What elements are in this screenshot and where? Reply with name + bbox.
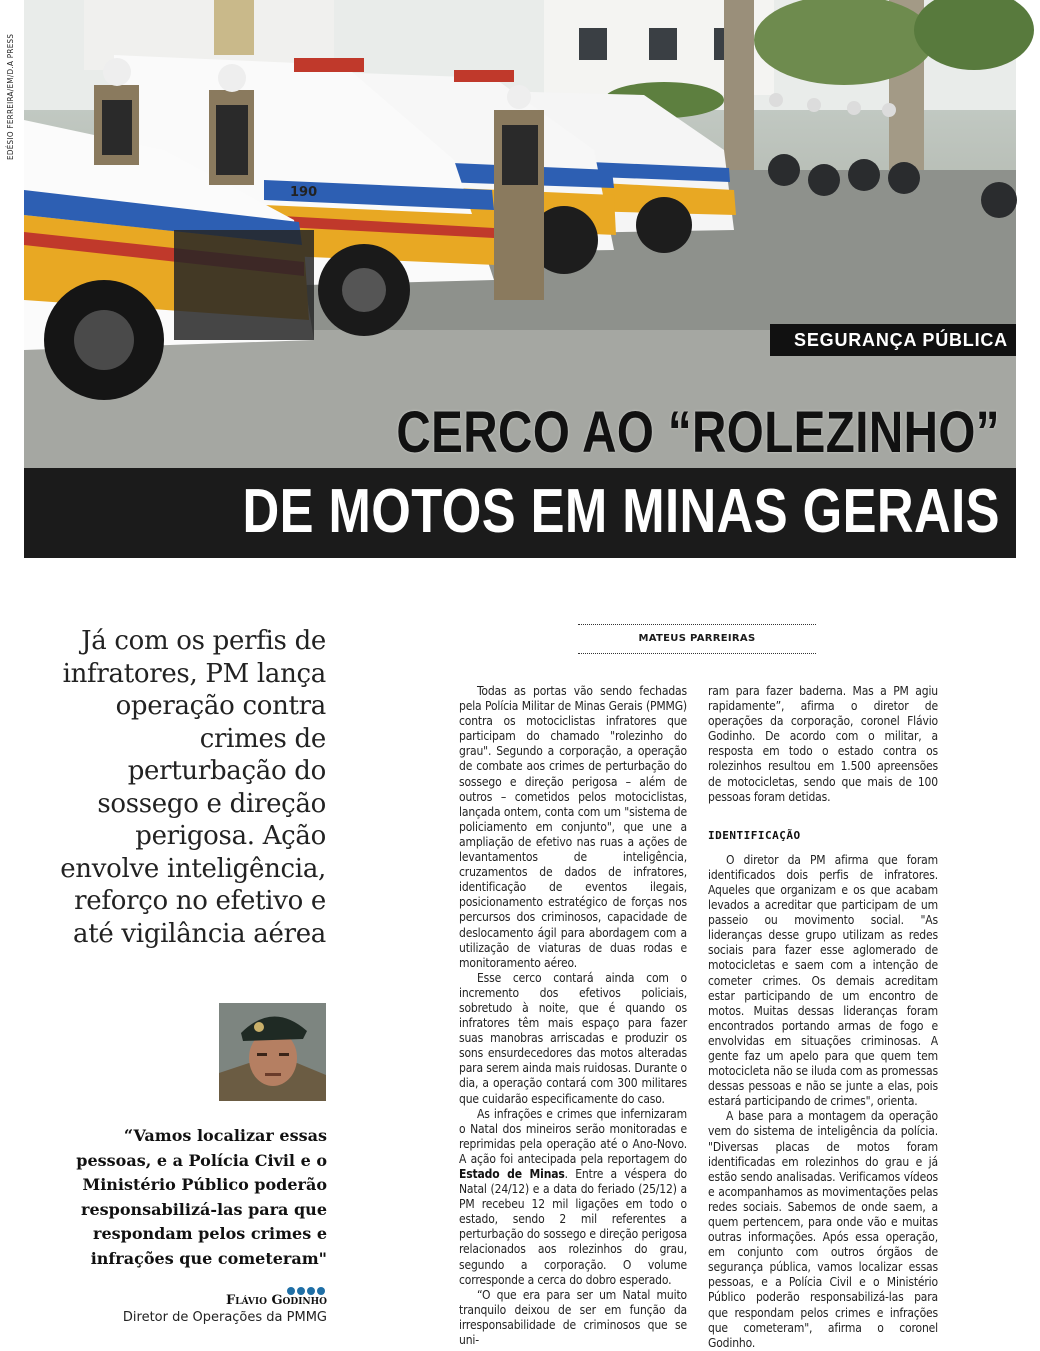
paragraph: Todas as portas vão sendo fechadas pela Polícia Militar de Minas Gerais (PMMG) contra os motociclistas infratores que participam do chamado "rolezinho do grau". Segundo a corporação, a operação de combate aos crimes de perturbação do sossego e direção perigosa – além de outros – cometidos pelos motociclistas, lançada ontem, conta com um "sistema de policiamento em conjunto", que une a ampliação de efetivo nas ruas a ações de levantamentos de inteligência, cruzamentos de dados de infratores, identificação de eventos ilegais, posicionamento estratégico de forças nos percursos dos criminosos, capacidade de deslocamento ágil para abordagem com a utilização de viaturas de duas rodas e monitoramento aéreo. [459,684,687,970]
vehicle-number: 190 [290,185,318,200]
subhead: IDENTIFICAÇÃO [708,828,801,842]
paragraph: “O que era para ser um Natal muito tranquilo deixou de ser em função da irresponsabilidade de criminosos que se uni- [459,1287,687,1348]
headline-line-2: DE MOTOS EM MINAS GERAIS [242,477,1001,546]
quote-speaker-role: Diretor de Operações da PMMG [122,1310,327,1325]
portrait-photo [219,1003,326,1101]
photo-credit: EDÉSIO FERREIRA/EM/D.A PRESS [6,33,15,160]
paragraph: A base para a montagem da operação vem do sistema de inteligência da polícia. "Diversas placas de motos foram identificadas em rolezinhos do grau e já estão sendo analisadas. Verificamos vídeos e acompanhamos as movimentações pelas redes sociais. Sabemos de onde saem, a quem pertencem, para onde vão e muitas outras informações. Após essa operação, em conjunto com outros órgãos de segurança pública, vamos localizar essas pessoas, e a Polícia Civil e o Ministério Público poderão responsabilizá-las para que respondam pelos crimes e infrações que cometeram", afirma o coronel Godinho. [708,1109,938,1350]
byline: MATEUS PARREIRAS [578,624,816,654]
officer-portrait-icon [219,1003,326,1101]
paragraph: O diretor da PM afirma que foram identificados dois perfis de infratores. Aqueles que organizam e os que acabam levados a acreditar que participam de um passeio ou movimento social. "As lideranças desse grupo utilizam as redes sociais para fazer esse aglomerado de motocicletas e saem com a intenção de cometer crimes. Os demais acreditam estar participando de um encontro de motos. Muitas dessas lideranças foram encontrados portando armas de fogo e envolvidas em situações criminosas. A gente faz um apelo para que quem tem motocicleta não se iluda com as promessas dessas pessoas e não se junte a elas, pois estará participando de crimes", orienta. [708,852,938,1109]
paragraph-text: . Entre a véspera do Natal (24/12) e a data do feriado (25/12) a PM recebeu 12 mil ligações em todo o estado, sendo 2 mil referentes a perturbação do sossego e direção perigosa relacionados aos rolezinhos do grau, segundo a corporação. O volume corresponde a cerca do dobro esperado. [459,1167,687,1287]
headline-line-1: CERCO AO “ROLEZINHO” [396,400,1001,465]
body-column-1 [459,684,687,1348]
newspaper-name: Estado de Minas [459,1167,565,1181]
quote-dots [285,1280,327,1289]
quote-speaker: Flávio Godinho [226,1293,327,1308]
paragraph: Esse cerco contará ainda com o incremento dos efetivos policiais, sobretudo à noite, que é quando os infratores têm mais espaço para fazer suas manobras arriscadas e produzir os sons ensurdecedores das motos alteradas para serem ainda mais ruidosas. Durante o dia, a operação contará com 300 militares que cuidarão especificamente do caso. [459,970,687,1106]
pull-quote: “Vamos localizar essas pessoas, e a Polícia Civil e o Ministério Público poderão responsabilizá-las para que respondam pelos crimes e infrações que cometeram" [76,1126,327,1268]
paragraph-text: As infrações e crimes que infernizaram o Natal dos mineiros serão monitoradas e reprimidas pela operação até o Ano-Novo. A ação foi antecipada pela reportagem do [459,1106,687,1166]
paragraph: ram para fazer baderna. Mas a PM agiu rapidamente”, afirma o diretor de operações da corporação, coronel Flávio Godinho. De acordo com o militar, a resposta em todo o estado contra os rolezinhos resultou em 1.500 apreensões de motocicletas, sendo que mais de 100 pessoas foram detidas. [708,684,938,804]
body-column-2 [708,684,938,1351]
police-cars-photo-icon [24,0,1016,468]
paragraph [459,1107,687,1288]
hero-photo [24,0,1016,468]
section-tag: SEGURANÇA PÚBLICA [770,324,1016,356]
lede: Já com os perfis de infratores, PM lança operação contra crimes de perturbação do sossego e direção perigosa. Ação envolve inteligência, reforço no efetivo e até vigilância aérea [60,626,326,949]
